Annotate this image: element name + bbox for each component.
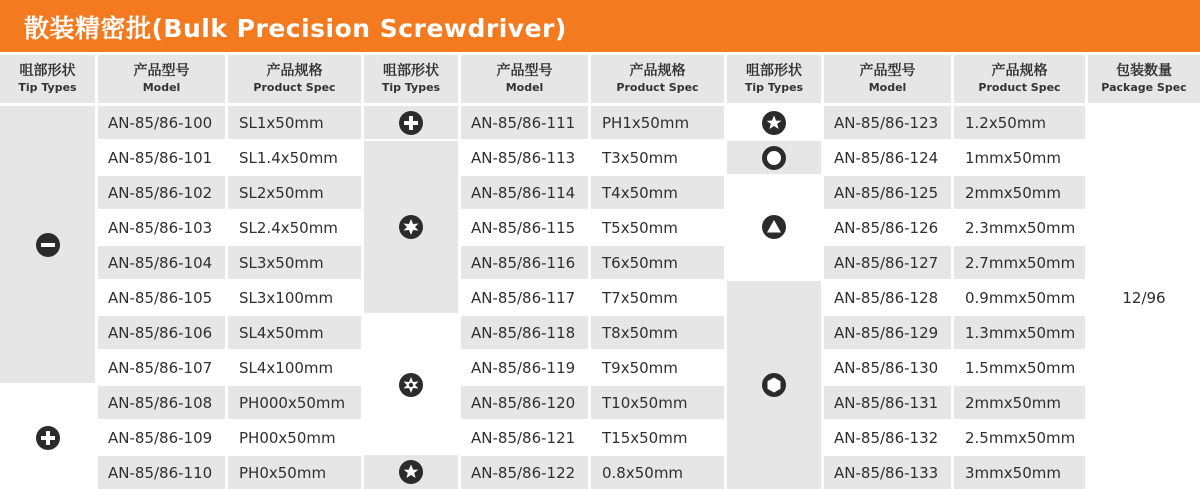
model-cell: AN-85/86-115 <box>471 218 576 237</box>
model-cell: AN-85/86-111 <box>461 106 588 139</box>
spec-cell: 1mmx50mm <box>965 148 1061 167</box>
spec-cell: 2mmx50mm <box>954 386 1085 419</box>
header-spec-en: Product Spec <box>616 81 699 94</box>
pentalobe-icon <box>761 110 787 136</box>
spec-cell: T7x50mm <box>602 288 678 307</box>
spec-cell: 0.9mmx50mm <box>965 288 1076 307</box>
model-cell: AN-85/86-119 <box>471 358 576 377</box>
spec-cell: SL2x50mm <box>228 176 361 209</box>
spec-cell: T5x50mm <box>602 218 678 237</box>
model-cell: AN-85/86-129 <box>824 316 951 349</box>
header-tip-1 <box>0 55 95 103</box>
spec-cell: 1.5mmx50mm <box>965 358 1076 377</box>
spec-cell: T3x50mm <box>602 148 678 167</box>
model-cell: AN-85/86-125 <box>824 176 951 209</box>
spec-cell: PH1x50mm <box>591 106 724 139</box>
header-model-zh: 产品型号 <box>496 63 553 79</box>
spec-cell: SL1.4x50mm <box>239 148 338 167</box>
spec-cell: T4x50mm <box>591 176 724 209</box>
header-tip-zh: 咀部形状 <box>746 63 802 79</box>
spec-cell: 3mmx50mm <box>954 456 1085 489</box>
header-spec-1 <box>228 55 361 103</box>
spec-cell: SL3x100mm <box>239 288 334 307</box>
header-spec-en: Product Spec <box>253 81 336 94</box>
tip-group-phillips <box>0 386 95 489</box>
security-torx-icon <box>398 372 424 398</box>
model-cell: AN-85/86-104 <box>98 246 225 279</box>
spec-cell: 2.7mmx50mm <box>954 246 1085 279</box>
model-cell: AN-85/86-110 <box>98 456 225 489</box>
header-spec-zh: 产品规格 <box>266 63 323 79</box>
spec-cell: PH000x50mm <box>228 386 361 419</box>
header-spec-en: Product Spec <box>978 81 1061 94</box>
header-model-zh: 产品型号 <box>133 63 190 79</box>
header-model-en: Model <box>142 81 181 94</box>
spec-cell: T15x50mm <box>602 428 688 447</box>
tip-group-torx <box>364 141 458 313</box>
model-cell: AN-85/86-128 <box>834 288 939 307</box>
model-cell: AN-85/86-113 <box>471 148 576 167</box>
model-cell: AN-85/86-124 <box>834 148 939 167</box>
spec-cell: SL4x50mm <box>228 316 361 349</box>
tip-group-triangle <box>727 176 821 278</box>
model-cell: AN-85/86-133 <box>824 456 951 489</box>
header-tip-en: Tip Types <box>18 81 77 94</box>
header-spec-2 <box>591 55 724 103</box>
model-cell: AN-85/86-109 <box>108 428 213 447</box>
model-cell: AN-85/86-123 <box>824 106 951 139</box>
header-tip-zh: 咀部形状 <box>383 63 439 79</box>
spec-cell: 2.5mmx50mm <box>965 428 1076 447</box>
spec-cell: SL2.4x50mm <box>239 218 338 237</box>
header-spec-zh: 产品规格 <box>991 63 1048 79</box>
spec-cell: T6x50mm <box>591 246 724 279</box>
header-model-en: Model <box>505 81 544 94</box>
model-cell: AN-85/86-126 <box>834 218 939 237</box>
header-model-en: Model <box>868 81 907 94</box>
model-cell: AN-85/86-131 <box>824 386 951 419</box>
header-package <box>1088 55 1200 103</box>
header-tip-en: Tip Types <box>381 81 441 94</box>
torx-icon <box>398 214 424 240</box>
spec-cell: 0.8x50mm <box>591 456 724 489</box>
model-cell: AN-85/86-101 <box>108 148 213 167</box>
spec-cell: T8x50mm <box>591 316 724 349</box>
tip-group-tri-point <box>727 141 821 174</box>
model-cell: AN-85/86-108 <box>98 386 225 419</box>
spec-cell: PH00x50mm <box>239 428 336 447</box>
spec-cell: SL4x100mm <box>239 358 334 377</box>
model-cell: AN-85/86-106 <box>98 316 225 349</box>
tri-point-icon <box>761 145 787 171</box>
header-tip-2 <box>364 55 458 103</box>
tip-group-pentalobe-2 <box>727 106 821 139</box>
model-cell: AN-85/86-102 <box>98 176 225 209</box>
header-model-2 <box>461 55 588 103</box>
model-cell: AN-85/86-100 <box>98 106 225 139</box>
spec-cell: T10x50mm <box>591 386 724 419</box>
model-cell: AN-85/86-118 <box>461 316 588 349</box>
spec-cell: PH0x50mm <box>228 456 361 489</box>
model-cell: AN-85/86-120 <box>461 386 588 419</box>
header-package-zh: 包装数量 <box>1116 63 1172 79</box>
spec-cell: SL3x50mm <box>228 246 361 279</box>
spec-cell: T9x50mm <box>602 358 678 377</box>
header-spec-3 <box>954 55 1085 103</box>
model-cell: AN-85/86-116 <box>461 246 588 279</box>
model-cell: AN-85/86-121 <box>471 428 576 447</box>
phillips-icon <box>35 425 61 451</box>
tip-group-pentalobe <box>364 455 458 489</box>
pentalobe-icon <box>398 459 424 485</box>
model-cell: AN-85/86-122 <box>461 456 588 489</box>
slotted-icon <box>35 232 61 258</box>
tip-group-slotted <box>0 106 95 383</box>
spec-cell: 2mmx50mm <box>954 176 1085 209</box>
triangle-icon <box>761 214 787 240</box>
model-cell: AN-85/86-130 <box>834 358 939 377</box>
model-cell: AN-85/86-132 <box>834 428 939 447</box>
page-title: 散装精密批(Bulk Precision Screwdriver) <box>24 14 567 43</box>
phillips-icon <box>398 110 424 136</box>
header-tip-3 <box>727 55 821 103</box>
header-tip-zh: 咀部形状 <box>19 63 76 79</box>
spec-cell: SL1x50mm <box>228 106 361 139</box>
hex-icon <box>761 372 787 398</box>
header-package-en: Package Spec <box>1101 81 1187 94</box>
model-cell: AN-85/86-117 <box>471 288 576 307</box>
tip-group-hex <box>727 281 821 489</box>
spec-cell: 1.2x50mm <box>954 106 1085 139</box>
spec-cell: 1.3mmx50mm <box>954 316 1085 349</box>
header-model-1 <box>98 55 225 103</box>
header-spec-zh: 产品规格 <box>629 63 686 79</box>
model-cell: AN-85/86-127 <box>824 246 951 279</box>
model-cell: AN-85/86-107 <box>108 358 213 377</box>
header-tip-en: Tip Types <box>744 81 804 94</box>
package-spec: 12/96 <box>1122 288 1166 307</box>
tip-group-security-torx <box>364 316 458 453</box>
header-model-3 <box>824 55 951 103</box>
header-model-zh: 产品型号 <box>859 63 916 79</box>
model-cell: AN-85/86-114 <box>461 176 588 209</box>
model-cell: AN-85/86-103 <box>108 218 213 237</box>
model-cell: AN-85/86-105 <box>108 288 213 307</box>
spec-cell: 2.3mmx50mm <box>965 218 1076 237</box>
tip-group-phillips-2 <box>364 106 458 139</box>
